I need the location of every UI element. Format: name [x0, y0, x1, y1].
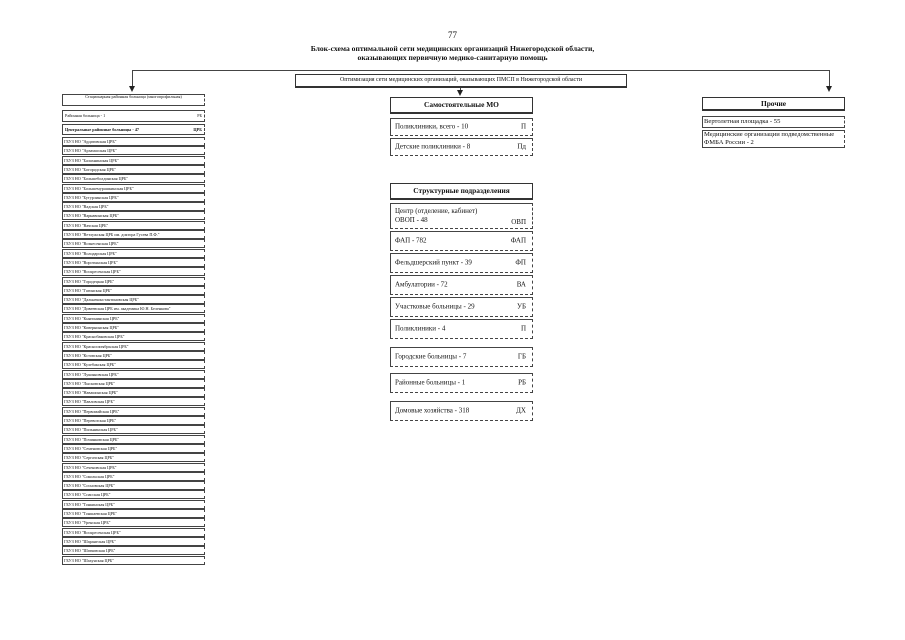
left-header-text: Стационарная районная больница (многопрофильная): [85, 94, 182, 99]
crh-list-item: [62, 332, 205, 341]
crh-list-item-label: ГБУЗ НО "Кулебакская ЦРБ": [64, 362, 116, 368]
crh-list-item-label: ГБУЗ НО "Пильнинская ЦРБ": [64, 427, 118, 433]
crh-list-item: [62, 463, 205, 472]
crh-list-item-label: ГБУЗ НО "Вознесенская ЦРБ": [64, 241, 119, 247]
structural-item: [390, 203, 533, 229]
crh-list-item-label: ГБУЗ НО "Дивеевская ЦРБ им. академика Ю.Н. Беленкова": [64, 306, 171, 312]
crh-list-item-label: ГБУЗ НО "Починковская ЦРБ": [64, 436, 120, 442]
other-item: [702, 130, 845, 148]
crh-list-item-label: ГБУЗ НО "Кстовская ЦРБ": [64, 352, 113, 358]
crh-list-item: [62, 360, 205, 369]
crh-list-item: [62, 323, 205, 332]
crh-list-item-label: ГБУЗ НО "Спасская ЦРБ": [64, 492, 111, 498]
other-item: [702, 116, 845, 128]
crh-list-item: [62, 509, 205, 518]
crh-list-item-label: ГБУЗ НО "Сосновская ЦРБ": [64, 483, 115, 489]
crh-list-item: [62, 137, 205, 146]
structural-item-label: Поликлиники - 4: [395, 324, 446, 333]
arrow-left-icon: [129, 86, 135, 92]
district-hospital-box: [62, 110, 205, 122]
independent-mo-header: Самостоятельные МО: [390, 97, 533, 114]
crh-list-item-label: ГБУЗ НО "Шарангская ЦРБ": [64, 538, 116, 544]
structural-item-abbr: ВА: [516, 280, 526, 289]
structural-item-abbr: П: [520, 324, 526, 333]
crh-list-item: [62, 351, 205, 360]
crh-list-item-label: ГБУЗ НО "Городецкая ЦРБ": [64, 278, 115, 284]
crh-list-item: [62, 156, 205, 165]
crh-list-item-label: ГБУЗ НО "Павловская ЦРБ": [64, 399, 115, 405]
crh-list-item-label: ГБУЗ НО "Володарская ЦРБ": [64, 250, 117, 256]
crh-list-item-label: ГБУЗ НО "Богородская ЦРБ": [64, 166, 117, 172]
structural-item: [390, 297, 533, 317]
crh-list-item-label: ГБУЗ НО "Уренская ЦРБ": [64, 520, 111, 526]
structural-item-label: Фельдшерский пункт - 39: [395, 258, 472, 267]
crh-list-item: [62, 202, 205, 211]
crh-list-item-label: ГБУЗ НО "Лысковская ЦРБ": [64, 380, 116, 386]
left-header-box: [62, 94, 205, 106]
crh-list-item-label: ГБУЗ НО "Первомайская ЦРБ": [64, 408, 120, 414]
crh-list-item-label: ГБУЗ НО "Ардатовская ЦРБ": [64, 139, 117, 144]
structural-item: [390, 275, 533, 295]
crh-list-item-label: ГБУЗ НО "Вадская ЦРБ": [64, 204, 109, 210]
crh-list-item-label: ГБУЗ НО "Тонкинская ЦРБ": [64, 501, 115, 507]
crh-list-item-label: ГБУЗ НО "Краснооктябрьская ЦРБ": [64, 343, 129, 349]
crh-list-item-label: ГБУЗ НО "Перевозская ЦРБ": [64, 418, 117, 423]
crh-list-item: [62, 370, 205, 379]
crh-list-item: [62, 444, 205, 453]
other-item-label: Медицинские организации подведомственные ФМБА России - 2: [704, 131, 835, 146]
other-item-label: Вертолетная площадка - 55: [704, 118, 781, 125]
structural-item: [390, 231, 533, 251]
page-number: 77: [448, 30, 457, 40]
structural-item: [390, 319, 533, 339]
crh-list-item: [62, 193, 205, 202]
crh-list-item-label: ГБУЗ НО "Варнавинская ЦРБ": [64, 213, 119, 219]
arrow-middle-icon: [457, 90, 463, 96]
structural-item-abbr: ГБ: [517, 352, 526, 361]
crh-list-item: [62, 435, 205, 444]
crh-list-item-label: ГБУЗ НО "Сокольская ЦРБ": [64, 473, 115, 479]
independent-item: [390, 138, 533, 156]
crh-list-item: [62, 500, 205, 509]
connector-left-drop: [132, 70, 133, 87]
crh-list-item-label: ГБУЗ НО "Гагинская ЦРБ": [64, 287, 113, 293]
independent-item: [390, 118, 533, 136]
structural-item-abbr: ОВП: [511, 218, 526, 226]
crh-list-item: [62, 314, 205, 323]
structural-units-header: Структурные подразделения: [390, 183, 533, 200]
crh-list-item: [62, 425, 205, 434]
crh-list-item-label: ГБУЗ НО "Навашинская ЦРБ": [64, 390, 119, 396]
title-line-1: Блок-схема оптимальной сети медицинских организаций Нижегородской области,: [310, 44, 595, 53]
crh-list-item: [62, 379, 205, 388]
crh-list-item: [62, 453, 205, 462]
crh-list-item-label: ГБУЗ НО "Воротынская ЦРБ": [64, 259, 118, 265]
crh-list-item: [62, 472, 205, 481]
crh-total-abbr: ЦРБ: [193, 127, 202, 132]
independent-item-abbr: П: [520, 122, 526, 131]
crh-list-item: [62, 304, 205, 313]
structural-item: [390, 347, 533, 367]
crh-list-item-label: ГБУЗ НО "Воскресенская ЦРБ": [64, 529, 121, 535]
crh-list-item-label: ГБУЗ НО "Шахунская ЦРБ": [64, 557, 115, 563]
crh-list-item-label: ГБУЗ НО "Шатковская ЦРБ": [64, 548, 116, 554]
crh-list-item: [62, 230, 205, 239]
crh-list-item-label: ГБУЗ НО "Большеболдинская ЦРБ": [64, 176, 129, 182]
crh-list-item: [62, 528, 205, 537]
crh-list-item: [62, 397, 205, 406]
crh-list-item: [62, 490, 205, 499]
crh-list-item: [62, 221, 205, 230]
crh-list-item-label: ГБУЗ НО "Сеченовская ЦРБ": [64, 464, 117, 470]
crh-list-item: [62, 165, 205, 174]
structural-item-abbr: ДХ: [516, 406, 526, 415]
structural-item: [390, 401, 533, 421]
crh-list-item-label: ГБУЗ НО "Воскресенская ЦРБ": [64, 269, 121, 275]
crh-list-item: [62, 267, 205, 276]
crh-list-item: [62, 537, 205, 546]
crh-list-item-label: ГБУЗ НО "Тоншаевская ЦРБ": [64, 511, 118, 516]
diagram-title: [0, 44, 905, 62]
crh-list-item-label: ГБУЗ НО "Дальнеконстантиновская ЦРБ": [64, 297, 139, 303]
crh-list-item: [62, 481, 205, 490]
crh-list-item-label: ГБУЗ НО "Сергачская ЦРБ": [64, 455, 114, 461]
independent-item-label: Поликлиники, всего - 10: [395, 122, 469, 131]
independent-item-label: Детские поликлиники - 8: [395, 142, 471, 151]
crh-total-box: [62, 124, 205, 135]
structural-item-label: Городские больницы - 7: [395, 352, 467, 361]
connector-right-drop: [829, 70, 830, 87]
crh-list-item-label: ГБУЗ НО "Ветлужская ЦРБ им. доктора Гусева П.Ф.": [64, 232, 160, 237]
structural-item-label: Участковые больницы - 29: [395, 302, 475, 311]
structural-item-label: Центр (отделение, кабинет) ОВОП - 48: [395, 207, 478, 224]
crh-list-item: [62, 518, 205, 527]
crh-list-item-label: ГБУЗ НО "Вачская ЦРБ": [64, 222, 109, 228]
crh-list-item: [62, 239, 205, 248]
arrow-right-icon: [826, 86, 832, 92]
structural-item-label: Амбулатории - 72: [395, 280, 448, 289]
crh-list-item-label: ГБУЗ НО "Балахнинская ЦРБ": [64, 157, 119, 163]
crh-list-item-label: ГБУЗ НО "Краснобаковская ЦРБ": [64, 334, 125, 340]
crh-list-item: [62, 556, 205, 565]
district-hospital-abbr: РБ: [197, 113, 202, 118]
independent-item-abbr: Пд: [517, 142, 526, 151]
structural-item-label: Районные больницы - 1: [395, 378, 466, 387]
crh-list-item: [62, 146, 205, 155]
connector-top-horizontal: [132, 70, 829, 71]
crh-list-item: [62, 416, 205, 425]
optimization-bar: Оптимизация сети медицинских организаций, оказывающих ПМСП в Нижегородской области: [295, 74, 627, 88]
title-line-2: оказывающих первичную медико-санитарную помощь: [357, 53, 548, 62]
crh-list-item: [62, 342, 205, 351]
structural-item: [390, 373, 533, 393]
crh-list-item: [62, 388, 205, 397]
crh-list-item: [62, 184, 205, 193]
crh-list-item-label: ГБУЗ НО "Арзамасская ЦРБ": [64, 148, 117, 154]
structural-item-abbr: РБ: [518, 378, 526, 387]
crh-list-item: [62, 286, 205, 295]
crh-list-item-label: ГБУЗ НО "Лукояновская ЦРБ": [64, 371, 119, 377]
crh-list-item: [62, 295, 205, 304]
crh-list-item: [62, 258, 205, 267]
structural-item-label: ФАП - 782: [395, 236, 427, 245]
crh-list-item: [62, 211, 205, 220]
other-header: Прочие: [702, 97, 845, 111]
crh-total-label: Центральные районные больницы - 47: [65, 127, 140, 132]
crh-list-item: [62, 546, 205, 555]
structural-item: [390, 253, 533, 273]
crh-list-item: [62, 407, 205, 416]
crh-list-item-label: ГБУЗ НО "Ковернинская ЦРБ": [64, 325, 119, 330]
crh-list-item-label: ГБУЗ НО "Большемурашкинская ЦРБ": [64, 185, 134, 191]
structural-item-abbr: ФП: [515, 258, 526, 267]
crh-list-item: [62, 277, 205, 286]
structural-item-abbr: ФАП: [510, 236, 526, 245]
crh-list-item-label: ГБУЗ НО "Семеновская ЦРБ": [64, 445, 118, 451]
structural-item-label: Домовые хозяйства - 318: [395, 406, 470, 415]
district-hospital-label: Районная больница - 1: [65, 113, 106, 118]
crh-list-item-label: ГБУЗ НО "Бутурлинская ЦРБ": [64, 194, 119, 200]
crh-list-item: [62, 249, 205, 258]
structural-item-abbr: УБ: [517, 302, 526, 311]
crh-list-item-label: ГБУЗ НО "Княгининская ЦРБ": [64, 315, 120, 321]
crh-list-item: [62, 174, 205, 183]
